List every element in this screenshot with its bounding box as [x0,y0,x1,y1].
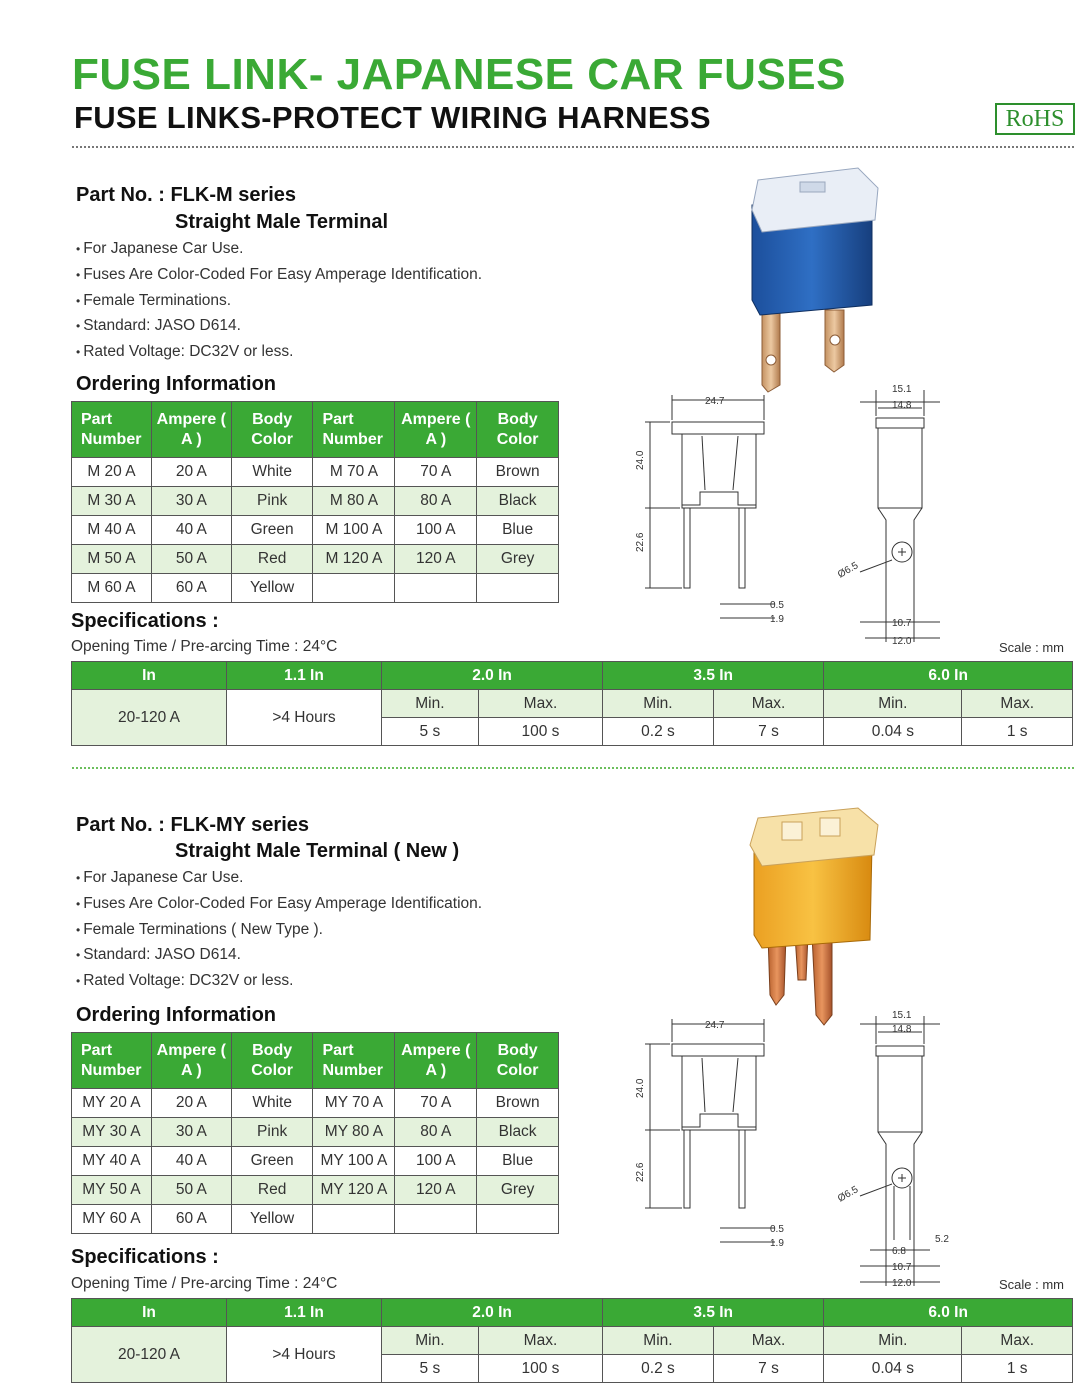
spec-table-my [71,1298,1073,1383]
page-title: FUSE LINK- JAPANESE CAR FUSES [72,50,846,99]
cell: MY 60 A [72,1205,152,1234]
cell: 40 A [151,1147,231,1176]
section-divider [72,767,1074,769]
dim-w1: 10.7 [892,618,912,629]
cell: 80 A [395,1118,477,1147]
col-part-number: Part Number [313,1033,395,1089]
cell: 80 A [395,487,477,516]
feature-item: • For Japanese Car Use. [76,865,482,891]
col-part-number: Part Number [72,1033,152,1089]
col-body-color: Body Color [477,402,559,458]
col-6-0-in: 6.0 In [824,1299,1073,1327]
cell [477,574,559,603]
dim-w1: 10.7 [892,1262,912,1273]
cell [313,574,395,603]
ordering-table-m [71,401,559,603]
col-3-5-in: 3.5 In [603,1299,824,1327]
spec-value: 5 s [382,718,479,746]
ordering-heading-m: Ordering Information [76,373,276,395]
cell: 70 A [395,458,477,487]
cell: 50 A [151,1176,231,1205]
opening-time-m: Opening Time / Pre-arcing Time : 24°C [71,638,338,655]
cell: M 100 A [313,516,395,545]
cell [313,1205,395,1234]
cell: M 20 A [72,458,152,487]
cell: M 70 A [313,458,395,487]
spec-value: 1 s [962,718,1073,746]
spec-value: 100 s [478,1355,602,1383]
cell: Yellow [231,1205,313,1234]
spec-value: 7 s [713,718,824,746]
rohs-badge: RoHS [995,103,1075,135]
page-subtitle: FUSE LINKS-PROTECT WIRING HARNESS [74,100,711,135]
opening-time-my: Opening Time / Pre-arcing Time : 24°C [71,1275,338,1292]
dim-w2: 12.0 [892,1278,912,1289]
table-row [72,516,559,545]
in-value: 20-120 A [72,1327,227,1383]
specifications-heading-m: Specifications : [71,610,219,632]
dim-d1: 15.1 [892,1010,912,1021]
hours-value: >4 Hours [227,690,382,746]
cell: MY 20 A [72,1089,152,1118]
col-ampere: Ampere ( A ) [151,402,231,458]
scale-label-my: Scale : mm [999,1277,1065,1292]
spec-value: 0.04 s [824,1355,962,1383]
dim-hole: Ø6.5 [836,560,861,581]
col-1-1-in: 1.1 In [227,1299,382,1327]
dim-t2: 1.9 [770,614,784,625]
col-3-5-in: 3.5 In [603,662,824,690]
cell: 20 A [151,458,231,487]
table-row [72,1176,559,1205]
max-label: Max. [713,690,824,718]
cell: 120 A [395,1176,477,1205]
col-body-color: Body Color [477,1033,559,1089]
scale-label-m: Scale : mm [999,640,1065,655]
col-ampere: Ampere ( A ) [395,1033,477,1089]
cell: 50 A [151,545,231,574]
cell: 100 A [395,1147,477,1176]
feature-item: • Rated Voltage: DC32V or less. [76,339,482,365]
feature-item: • Standard: JASO D614. [76,313,482,339]
dim-height-term: 22.6 [635,1162,646,1182]
cell [477,1205,559,1234]
min-label: Min. [824,1327,962,1355]
table-row [72,1089,559,1118]
dim-new-w1: 5.2 [935,1234,949,1245]
dim-t1: 0.5 [770,600,784,611]
table-row [72,1118,559,1147]
dim-width: 24.7 [705,396,725,407]
spec-value: 0.2 s [603,718,714,746]
spec-value: 1 s [962,1355,1073,1383]
cell: 120 A [395,545,477,574]
cell: Brown [477,458,559,487]
cell: 30 A [151,487,231,516]
max-label: Max. [962,690,1073,718]
ordering-heading-my: Ordering Information [76,1004,276,1026]
col-part-number: Part Number [72,402,152,458]
col-ampere: Ampere ( A ) [151,1033,231,1089]
cell: White [231,458,313,487]
table-row [72,545,559,574]
cell: MY 70 A [313,1089,395,1118]
feature-list-my [76,865,482,994]
dim-width: 24.7 [705,1020,725,1031]
col-in: In [72,662,227,690]
col-body-color: Body Color [231,1033,313,1089]
dim-new-w2: 6.8 [892,1246,906,1257]
min-label: Min. [382,1327,479,1355]
dim-height-body: 24.0 [635,450,646,470]
cell: 20 A [151,1089,231,1118]
col-body-color: Body Color [231,402,313,458]
cell: 30 A [151,1118,231,1147]
feature-item: • Fuses Are Color-Coded For Easy Amperage Identification. [76,262,482,288]
min-label: Min. [824,690,962,718]
feature-item: • Female Terminations. [76,288,482,314]
spec-value: 0.04 s [824,718,962,746]
cell: MY 120 A [313,1176,395,1205]
dim-t2: 1.9 [770,1238,784,1249]
spec-value: 5 s [382,1355,479,1383]
table-row [72,1205,559,1234]
feature-list-m [76,236,482,365]
cell: Pink [231,1118,313,1147]
cell: Blue [477,516,559,545]
dim-hole: Ø6.5 [836,1184,861,1205]
cell: 40 A [151,516,231,545]
part-number-my: Part No. : FLK-MY series [76,814,310,836]
cell: Pink [231,487,313,516]
cell: 60 A [151,1205,231,1234]
cell: M 50 A [72,545,152,574]
ordering-table-my [71,1032,559,1234]
cell: M 30 A [72,487,152,516]
max-label: Max. [713,1327,824,1355]
col-2-0-in: 2.0 In [382,1299,603,1327]
cell: M 40 A [72,516,152,545]
cell: MY 100 A [313,1147,395,1176]
dim-d1: 15.1 [892,384,912,395]
min-label: Min. [382,690,479,718]
specifications-heading-my: Specifications : [71,1246,219,1268]
table-row [72,487,559,516]
spec-value: 0.2 s [603,1355,714,1383]
cell: White [231,1089,313,1118]
dim-d2: 14.8 [892,400,912,411]
max-label: Max. [478,690,602,718]
blue-fuse-photo [740,160,890,400]
cell: MY 80 A [313,1118,395,1147]
spec-value: 7 s [713,1355,824,1383]
col-2-0-in: 2.0 In [382,662,603,690]
cell: Green [231,516,313,545]
feature-item: • For Japanese Car Use. [76,236,482,262]
cell: MY 30 A [72,1118,152,1147]
dim-height-term: 22.6 [635,532,646,552]
min-label: Min. [603,1327,714,1355]
table-row [72,574,559,603]
cell: Yellow [231,574,313,603]
feature-item: • Standard: JASO D614. [76,942,482,968]
cell: MY 40 A [72,1147,152,1176]
dim-t1: 0.5 [770,1224,784,1235]
spec-value: 100 s [478,718,602,746]
table-row [72,1147,559,1176]
cell: 100 A [395,516,477,545]
cell: Green [231,1147,313,1176]
table-row [72,458,559,487]
max-label: Max. [478,1327,602,1355]
col-ampere: Ampere ( A ) [395,402,477,458]
cell [395,1205,477,1234]
col-1-1-in: 1.1 In [227,662,382,690]
yellow-fuse-photo [740,800,890,1030]
cell: Black [477,487,559,516]
feature-item: • Female Terminations ( New Type ). [76,917,482,943]
spec-table-m [71,661,1073,746]
cell: MY 50 A [72,1176,152,1205]
cell: Grey [477,545,559,574]
feature-item: • Rated Voltage: DC32V or less. [76,968,482,994]
hours-value: >4 Hours [227,1327,382,1383]
max-label: Max. [962,1327,1073,1355]
col-6-0-in: 6.0 In [824,662,1073,690]
cell [395,574,477,603]
terminal-type-m: Straight Male Terminal [175,211,389,233]
cell: M 120 A [313,545,395,574]
cell: M 60 A [72,574,152,603]
dim-d2: 14.8 [892,1024,912,1035]
cell: Black [477,1118,559,1147]
min-label: Min. [603,690,714,718]
feature-item: • Fuses Are Color-Coded For Easy Amperage Identification. [76,891,482,917]
in-value: 20-120 A [72,690,227,746]
cell: M 80 A [313,487,395,516]
col-part-number: Part Number [313,402,395,458]
dim-w2: 12.0 [892,636,912,647]
cell: Blue [477,1147,559,1176]
cell: Red [231,1176,313,1205]
cell: Red [231,545,313,574]
dim-height-body: 24.0 [635,1078,646,1098]
dimension-drawing-m [630,380,960,650]
col-in: In [72,1299,227,1327]
header-divider [72,146,1074,148]
part-number-m: Part No. : FLK-M series [76,184,297,206]
dimension-drawing-my [630,1010,960,1290]
cell: 60 A [151,574,231,603]
terminal-type-my: Straight Male Terminal ( New ) [175,840,460,862]
cell: Grey [477,1176,559,1205]
cell: Brown [477,1089,559,1118]
cell: 70 A [395,1089,477,1118]
